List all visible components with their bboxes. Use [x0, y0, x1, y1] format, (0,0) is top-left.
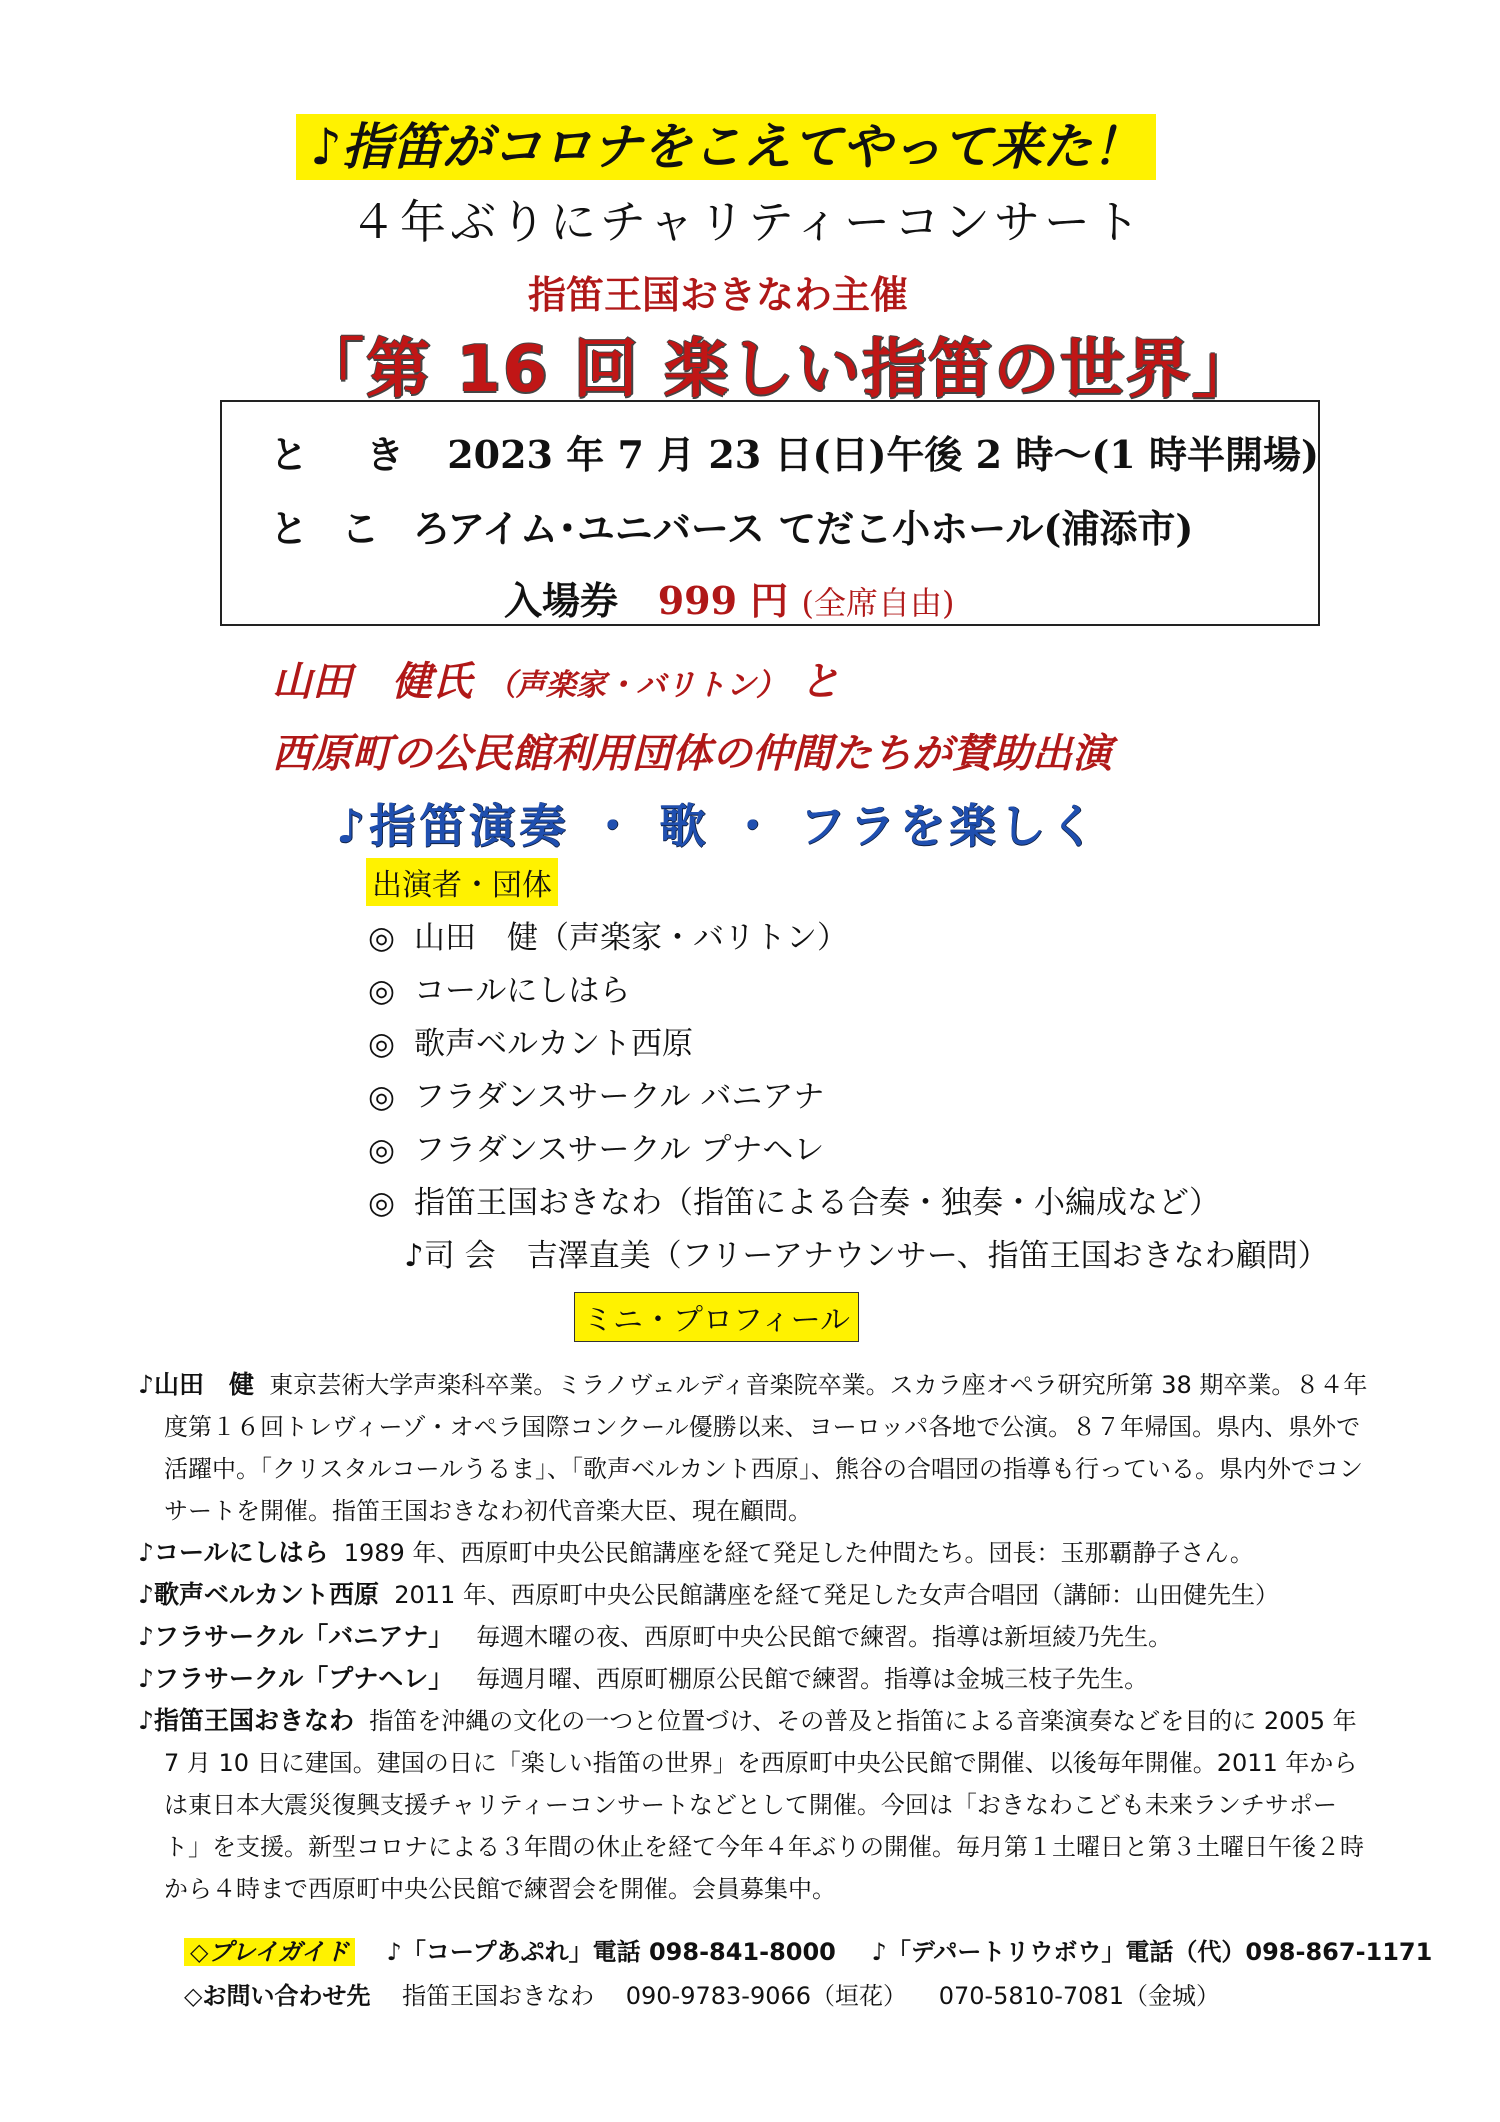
profile-lead: ♪指笛王国おきなわ — [138, 1706, 354, 1735]
guest-name: 山田 健氏 — [272, 659, 472, 705]
double-circle-icon: ◎ — [368, 1026, 396, 1062]
profile-text: 毎週木曜の夜、西原町中央公民館で練習。指導は新垣綾乃先生。 — [476, 1623, 1173, 1651]
contact-line — [184, 1976, 1244, 2011]
when-label: と き — [270, 432, 415, 477]
contact-phone-2: 070-5810-7081（金城） — [938, 1982, 1220, 2010]
profile-text: 東京芸術大学声楽科卒業。ミラノヴェルディ音楽院卒業。スカラ座オペラ研究所第 38 期卒業。８４年度第１６回トレヴィーゾ・オペラ国際コンクール優勝以来、ヨーロッパ各地で公演。８７年帰国。県内、県外で活躍中。「クリスタルコールうるま」、「歌声ベルカント西原」、熊谷の合唱団の指導も行っている。県内外でコンサートを開催。指笛王国おきなわ初代音楽大臣、現在顧問。 — [164, 1371, 1368, 1525]
guest-role: （声楽家・バリトン） — [485, 668, 786, 703]
profile-entry — [138, 1700, 1368, 1910]
play-guide-shop-1: ♪「コープあぷれ」電話 098-841-8000 — [386, 1938, 836, 1966]
headline: ♪指笛がコロナをこえてやって来た！ — [296, 114, 1156, 180]
cast-item-text: 歌声ベルカント西原 — [414, 1026, 693, 1062]
ticket-row — [504, 570, 955, 625]
profile-lead: ♪コールにしはら — [138, 1538, 329, 1567]
profile-entry — [138, 1616, 1368, 1658]
cast-item-text: 指笛王国おきなわ（指笛による合奏・独奏・小編成など） — [414, 1185, 1220, 1221]
profile-text: 1989 年、西原町中央公民館講座を経て発足した仲間たち。団長：玉那覇静子さん。 — [343, 1539, 1254, 1567]
cast-list — [368, 912, 1220, 1230]
profile-entry — [138, 1532, 1368, 1574]
profile-text: 2011 年、西原町中央公民館講座を経て発足した女声合唱団（講師：山田健先生） — [394, 1581, 1279, 1609]
profile-entry — [138, 1364, 1368, 1532]
double-circle-icon: ◎ — [368, 920, 396, 956]
play-guide-shop-2: ♪「デパートリウボウ」電話（代）098-867-1171 — [871, 1938, 1433, 1966]
mc-line: ♪司 会 吉澤直美（フリーアナウンサー、指笛王国おきなわ顧問） — [404, 1238, 1329, 1274]
profile-text: 毎週月曜、西原町棚原公民館で練習。指導は金城三枝子先生。 — [476, 1665, 1149, 1693]
double-circle-icon: ◎ — [368, 1132, 396, 1168]
cast-item — [368, 1124, 1220, 1177]
play-guide — [184, 1932, 1460, 1967]
subtitle: ４年ぶりにチャリティーコンサート — [350, 195, 1145, 249]
event-info-box — [220, 400, 1320, 626]
ticket-price: 999 円 — [657, 578, 789, 623]
where-value: アイム･ユニバース てだこ小ホール(浦添市) — [447, 506, 1194, 551]
profile-lead: ♪歌声ベルカント西原 — [138, 1580, 379, 1609]
contact-org: 指笛王国おきなわ — [402, 1982, 595, 2010]
cast-item-text: 山田 健（声楽家・バリトン） — [414, 920, 848, 956]
cast-item-text: コールにしはら — [414, 973, 631, 1009]
contact-phone-1: 090-9783-9066（垣花） — [625, 1982, 908, 2010]
cast-header: 出演者・団体 — [366, 858, 558, 906]
cast-item — [368, 912, 1220, 965]
cast-item — [368, 965, 1220, 1018]
ticket-label: 入場券 — [504, 578, 619, 623]
guest-line-1 — [272, 650, 840, 707]
when-row — [270, 424, 1319, 479]
when-value: 2023 年 7 月 23 日(日)午後 2 時～(1 時半開場) — [447, 432, 1319, 477]
ticket-note: (全席自由) — [801, 584, 955, 622]
where-label: と こ ろ — [270, 506, 461, 551]
program-line: ♪指笛演奏 ・ 歌 ・ フラを楽しく — [336, 799, 1100, 853]
cast-item-text: フラダンスサークル バニアナ — [414, 1079, 825, 1115]
play-guide-label: ◇プレイガイド — [184, 1938, 355, 1966]
double-circle-icon: ◎ — [368, 973, 396, 1009]
cast-item — [368, 1071, 1220, 1124]
event-title: 「第 16 回 楽しい指笛の世界」 — [300, 333, 1258, 407]
double-circle-icon: ◎ — [368, 1185, 396, 1221]
profile-entry — [138, 1658, 1368, 1700]
cast-item — [368, 1018, 1220, 1071]
double-circle-icon: ◎ — [368, 1079, 396, 1115]
profile-entry — [138, 1574, 1368, 1616]
contact-label: ◇お問い合わせ先 — [184, 1982, 371, 2010]
profile-list — [138, 1364, 1368, 1910]
profile-text: 指笛を沖縄の文化の一つと位置づけ、その普及と指笛による音楽演奏などを目的に 2005 年 7 月 10 日に建国。建国の日に「楽しい指笛の世界」を西原町中央公民館で開催、以後毎年開催。2011 年からは東日本大震災復興支援チャリティーコンサートなどとして開催。今回は「おきなわこども未来ランチサポート」を支援。新型コロナによる３年間の休止を経て今年４年ぶりの開催。毎月第１土曜日と第３土曜日午後２時から４時まで西原町中央公民館で練習会を開催。会員募集中。 — [164, 1707, 1364, 1903]
profile-lead: ♪フラサークル「プナヘレ」 — [138, 1664, 454, 1693]
profile-lead: ♪山田 健 — [138, 1370, 254, 1399]
profile-lead: ♪フラサークル「バニアナ」 — [138, 1622, 454, 1651]
profile-header: ミニ・プロフィール — [574, 1292, 859, 1342]
guest-line-2: 西原町の公民館利用団体の仲間たちが賛助出演 — [272, 731, 1112, 777]
cast-item-text: フラダンスサークル プナヘレ — [414, 1132, 825, 1168]
where-row — [270, 498, 1193, 553]
cast-item — [368, 1177, 1220, 1230]
guest-suffix: と — [799, 659, 840, 705]
organizer: 指笛王国おきなわ主催 — [528, 273, 909, 317]
